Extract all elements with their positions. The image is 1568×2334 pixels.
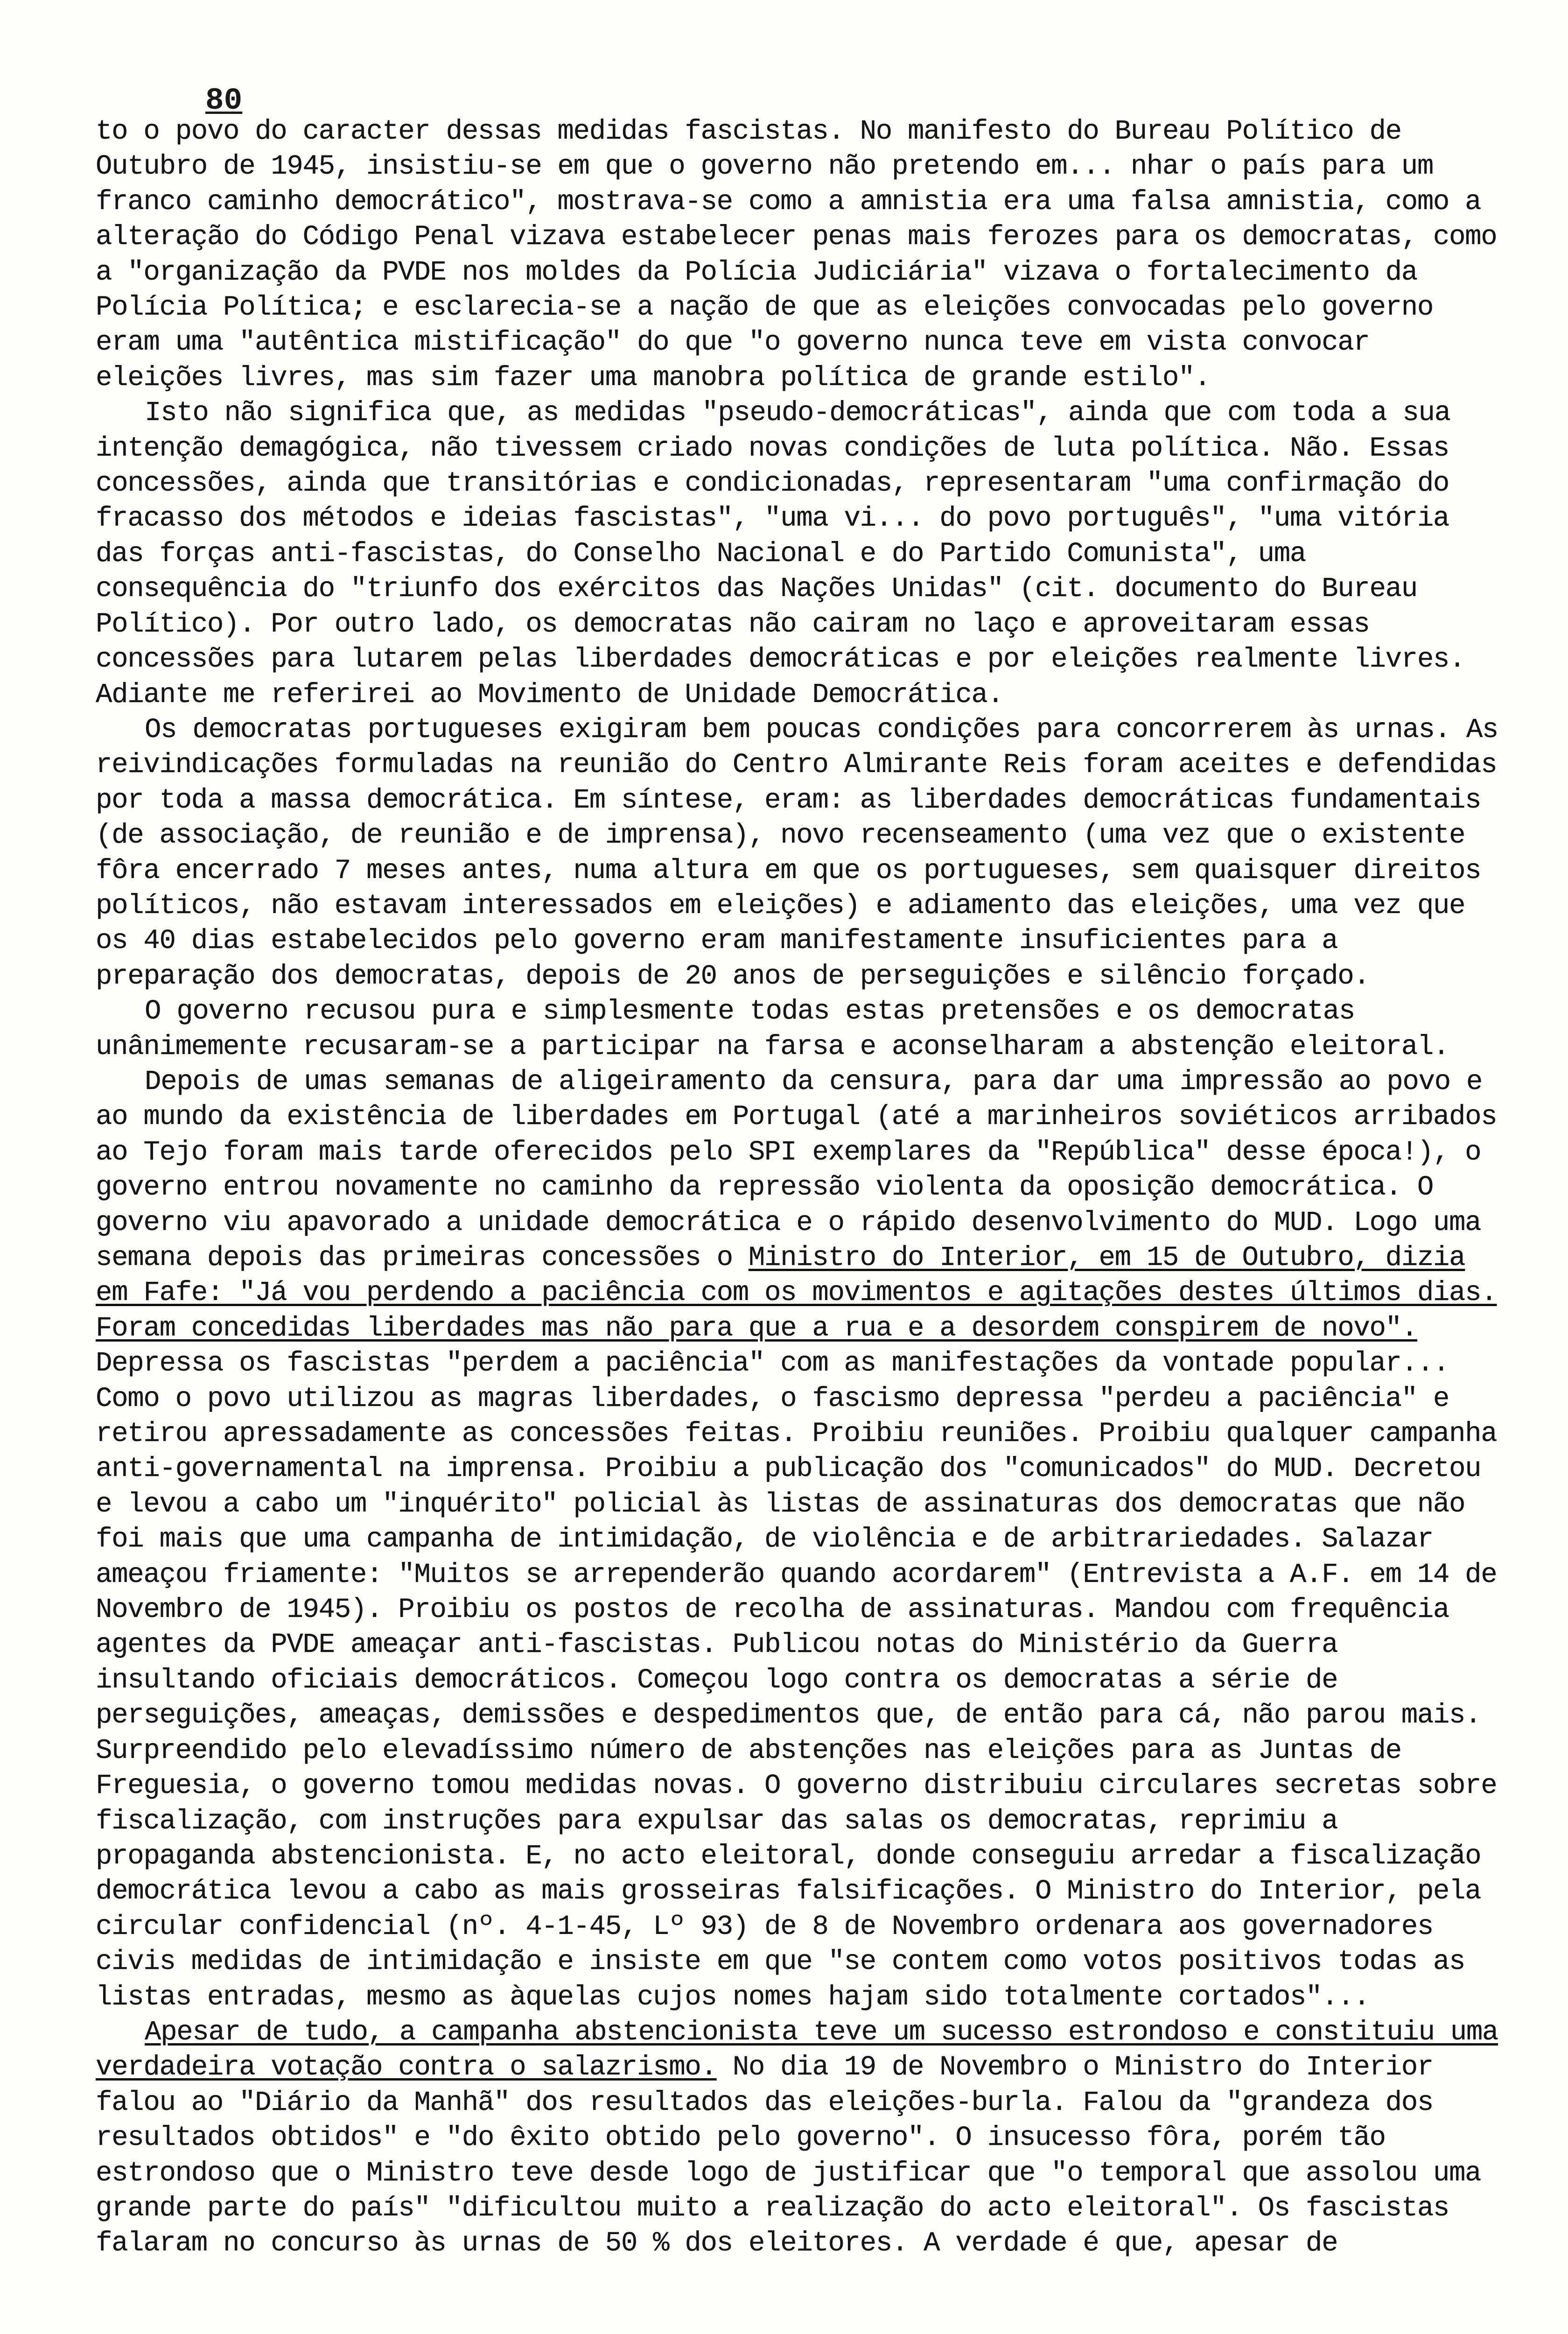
paragraph xyxy=(96,712,1500,994)
text-segment: to o povo do caracter dessas medidas fascistas. No manifesto do Bureau Político de Outubro de 1945, insistiu-se em que o governo não pretendo em... nhar o país para um franco caminho democrático", mostrava-se como a amnistia era uma falsa amnistia, como a alteração do Código Penal vizava estabelecer penas mais ferozes para os democratas, como a "organização da PVDE nos moldes da Polícia Judiciária" vizava o fortalecimento da Polícia Política; e esclarecia-se a nação de que as eleições convocadas pelo governo eram uma "autêntica mistificação" do que "o governo nunca teve em vista convocar eleições livres, mas sim fazer uma manobra política de grande estilo". xyxy=(96,116,1497,394)
text-segment: No dia 19 de Novembro o Ministro do Interior falou ao "Diário da Manhã" dos resultados das eleições-burla. Falou da "grandeza dos resultados obtidos" e "do êxito obtido pelo governo". O insucesso fôra, porém tão estrondoso que o Ministro teve desde logo de justificar que "o temporal que assolou uma grande parte do país" "dificultou muito a realização do acto eleitoral". Os fascistas falaram no concurso às urnas de 50 % dos eleitores. A verdade é que, apesar de xyxy=(96,2052,1481,2259)
text-segment: Os democratas portugueses exigiram bem poucas condições para concorrerem às urnas. As reivindicações formuladas na reunião do Centro Almirante Reis foram aceites e defendidas por toda a massa democrática. Em síntese, eram: as liberdades democráticas fundamentais (de associação, de reunião e de imprensa), novo recenseamento (uma vez que o existente fôra encerrado 7 meses antes, numa altura em que os portugueses, sem quaisquer direitos políticos, não estavam interessados em eleições) e adiamento das eleições, uma vez que os 40 dias estabelecidos pelo governo eram manifestamente insuficientes para a preparação dos democratas, depois de 20 anos de perseguições e silêncio forçado. xyxy=(96,714,1498,992)
document-body xyxy=(96,114,1500,2261)
text-segment: O governo recusou pura e simplesmente todas estas pretensões e os democratas unânimemente recusaram-se a participar na farsa e aconselharam a abstenção eleitoral. xyxy=(96,996,1449,1062)
paragraph xyxy=(96,994,1500,1064)
page-number: 80 xyxy=(205,83,243,118)
paragraph xyxy=(96,114,1500,395)
text-segment: Depressa os fascistas "perdem a paciência" com as manifestações da vontade popular... Como o povo utilizou as magras liberdades, o fascismo depressa "perdeu a paciência" e retirou apressadamente as concessões feitas. Proibiu reuniões. Proibiu qualquer campanha anti-governamental na imprensa. Proibiu a publicação dos "comunicados" do MUD. Decretou e levou a cabo um "inquérito" policial às listas de assinaturas dos democratas que não foi mais que uma campanha de intimidação, de violência e de arbitrariedades. Salazar ameaçou friamente: "Muitos se arrependerão quando acordarem" (Entrevista a A.F. em 14 de Novembro de 1945). Proibiu os postos de recolha de assinaturas. Mandou com frequência agentes da PVDE ameaçar anti-fascistas. Publicou notas do Ministério da Guerra insultando oficiais democráticos. Começou logo contra os democratas a série de perseguições, ameaças, demissões e despedimentos que, de então para cá, não parou mais. Surpreendido pelo elevadíssimo número de abstenções nas eleições para as Juntas de Freguesia, o governo tomou medidas novas. O governo distribuiu circulares secretas sobre fiscalização, com instruções para expulsar das salas os democratas, reprimiu a propaganda abstencionista. E, no acto eleitoral, donde conseguiu arredar a fiscalização democrática levou a cabo as mais grosseiras falsificações. O Ministro do Interior, pela circular confidencial (nº. 4-1-45, Lº 93) de 8 de Novembro ordenara aos governadores civis medidas de intimidação e insiste em que "se contem como votos positivos todas as listas entradas, mesmo as àquelas cujos nomes hajam sido totalmente cortados"... xyxy=(96,1348,1497,2013)
text-segment: Isto não significa que, as medidas "pseudo-democráticas", ainda que com toda a sua intenção demagógica, não tivessem criado novas condições de luta política. Não. Essas concessões, ainda que transitórias e condicionadas, representaram "uma confirmação do fracasso dos métodos e ideias fascistas", "uma vi... do povo português", "uma vitória das forças anti-fascistas, do Conselho Nacional e do Partido Comunista", uma consequência do "triunfo dos exércitos das Nações Unidas" (cit. documento do Bureau Político). Por outro lado, os democratas não cairam no laço e aproveitaram essas concessões para lutarem pelas liberdades democráticas e por eleições realmente livres. Adiante me referirei ao Movimento de Unidade Democrática. xyxy=(96,397,1465,710)
paragraph xyxy=(96,395,1500,712)
underlined-passage: Apesar de tudo, a campanha abstencionista teve um sucesso estrondoso e constituiu uma verdadeira votação contra o salazrismo. xyxy=(96,2016,1498,2083)
text-segment: Depois de umas semanas de aligeiramento da censura, para dar uma impressão ao povo e ao mundo da existência de liberdades em Portugal (até a marinheiros soviéticos arribados ao Tejo foram mais tarde oferecidos pelo SPI exemplares da "República" desse época!), o governo entrou novamente no caminho da repressão violenta da oposição democrática. O governo viu apavorado a unidade democrática e o rápido desenvolvimento do MUD. Logo uma semana depois das primeiras concessões o xyxy=(96,1066,1497,1273)
paragraph xyxy=(96,2015,1500,2261)
underlined-passage: Ministro do Interior, em 15 de Outubro, dizia em Fafe: "Já vou perdendo a paciência com os movimentos e agitações destes últimos dias. Foram concedidas liberdades mas não para que a rua e a desordem conspirem de novo". xyxy=(96,1242,1497,1344)
paragraph xyxy=(96,1064,1500,2015)
